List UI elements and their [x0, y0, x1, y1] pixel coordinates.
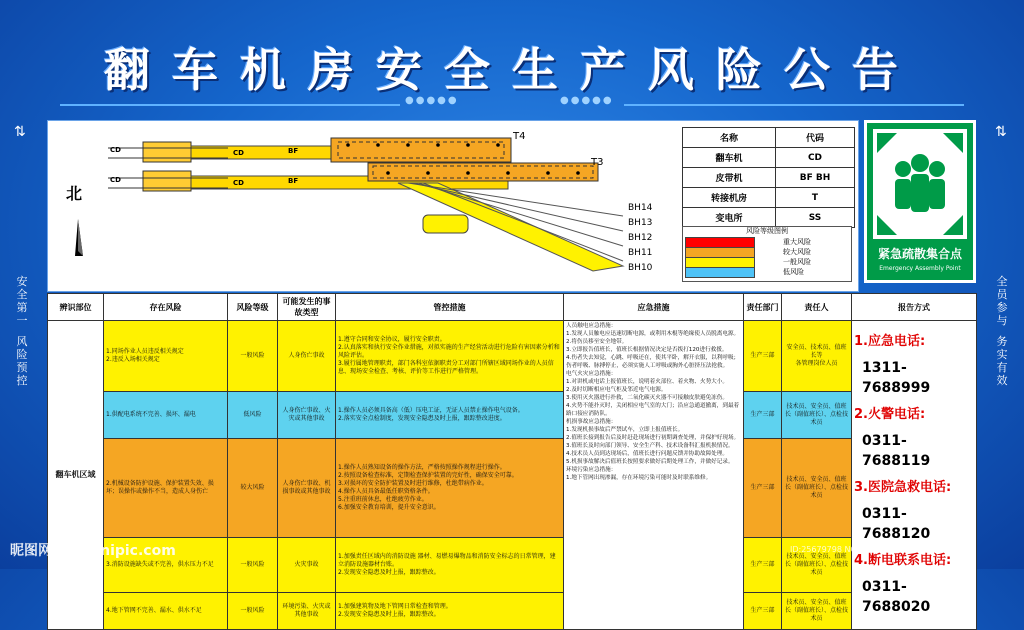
- risk-cell: 2.机械设备防护设施、保护装置失效、损坏；误操作或操作不当，造成人身伤亡: [104, 439, 228, 538]
- substation-block: [423, 215, 468, 233]
- watermark-logo: 昵图网 www.nipic.com: [10, 543, 176, 559]
- label-bf-1: BF: [288, 147, 299, 155]
- assembly-icon-panel: [873, 129, 967, 239]
- bh-label-10: BH10: [628, 263, 653, 273]
- code-value: SS: [776, 208, 855, 228]
- code-value: T: [776, 188, 855, 208]
- assembly-point-sign: [864, 120, 976, 283]
- control-cell: 1.加强建筑物及地下管网日常检查和管理。 2.发现安全隐患及时上报，跟踪整改。: [336, 592, 564, 629]
- legend-swatch-low: [685, 267, 755, 278]
- control-cell: 1.加强责任区域内的消防设施 器材、易燃易爆物品和消防安全标志的日常管理，建立消防设施器材台账。 2.发现安全隐患及时上报，跟踪整改。: [336, 537, 564, 592]
- side-slogan-left-bottom: 风险预控: [16, 335, 28, 387]
- risk-cell: 4.地下管网不完善、漏水、供水不足: [104, 592, 228, 629]
- legend-label: 重大风险: [783, 238, 811, 246]
- code-table: [682, 127, 855, 228]
- bh-label-13: BH13: [628, 218, 653, 228]
- side-slogan-right-bottom: 务实有效: [996, 335, 1008, 387]
- person-cell: 技术员、安全员、值班长（副值班长）、点检技术员: [782, 392, 852, 439]
- label-t3: T3: [591, 157, 604, 168]
- table-row: [48, 321, 977, 392]
- label-bf-2: BF: [288, 177, 299, 185]
- dept-cell: 生产三部: [744, 537, 782, 592]
- decor-dots-left: ●●●●●: [405, 95, 459, 106]
- zone-cell: 翻车机区域: [48, 321, 104, 630]
- page-title: 翻车机房安全生产风险公告: [104, 43, 920, 97]
- dept-cell: 生产三部: [744, 321, 782, 392]
- code-name: 变电所: [683, 208, 776, 228]
- transfer-house-t4: [331, 138, 511, 162]
- risk-table: [47, 293, 977, 630]
- table-row: [48, 439, 977, 538]
- label-cd-3: CD: [110, 176, 121, 184]
- report-label: 3.医院急救电话:: [854, 480, 952, 495]
- level-cell: 低风险: [228, 392, 278, 439]
- cd-unit-top: [143, 142, 191, 162]
- report-phone: 0311-7688119: [862, 433, 931, 469]
- code-name: 转接机房: [683, 188, 776, 208]
- control-cell: 1.遵守合同和安全协议，履行安全职责。 2.认真落实和执行安全作业措施，对拟实施的生产经营活动进行危险有害因素分析和风险评估。 3.履行属地管理职责，部门各科室依据职责分工对部门所辖区域同场作业的人员信息、现场安全检查、考核、评价等工作进行严格管理。: [336, 321, 564, 392]
- table-row: [48, 392, 977, 439]
- assembly-title: 紧急疏散集合点: [877, 247, 962, 261]
- person-cell: 技术员、安全员、值班长（副值班长）、点检技术员: [782, 592, 852, 629]
- code-name: 翻车机: [683, 148, 776, 168]
- report-cell: [852, 321, 977, 630]
- report-label: 4.断电联系电话:: [854, 553, 952, 568]
- code-value: BF BH: [776, 168, 855, 188]
- risk-cell: 3.消防设施缺失或不完善，供水压力不足: [104, 537, 228, 592]
- legend-label: 低风险: [783, 268, 804, 276]
- title-underline-right: [624, 104, 964, 106]
- label-cd-1: CD: [110, 146, 121, 154]
- title-underline-left: [60, 104, 400, 106]
- header-cell: 报告方式: [852, 294, 977, 321]
- code-value: CD: [776, 148, 855, 168]
- legend-title: 风险等级图例: [746, 227, 788, 235]
- bh-label-12: BH12: [628, 233, 653, 243]
- control-cell: 1.操作人员必须具备高（低）压电工证，无证人员禁止操作电气设备。 2.落实安全点检制度，发现安全隐患及时上报，跟踪整改进度。: [336, 392, 564, 439]
- assembly-subtitle: Emergency Assembly Point: [879, 265, 961, 272]
- side-slogan-left-top: 安全第一: [16, 275, 28, 327]
- arrow-left-icon: ⇅: [14, 124, 26, 140]
- header-cell: 责任部门: [744, 294, 782, 321]
- bh-label-14: BH14: [628, 203, 653, 213]
- legend-label: 一般风险: [783, 258, 811, 266]
- dept-cell: 生产三部: [744, 439, 782, 538]
- watermark-id: ID:25679798 NO:20200102162502276086: [790, 545, 962, 554]
- arrow-right-icon: ⇅: [995, 124, 1007, 140]
- risk-legend: [682, 226, 852, 282]
- header-cell: 风险等级: [228, 294, 278, 321]
- code-name: 皮带机: [683, 168, 776, 188]
- header-cell: 存在风险: [104, 294, 228, 321]
- bh-label-11: BH11: [628, 248, 653, 258]
- dept-cell: 生产三部: [744, 392, 782, 439]
- person-cell: 技术员、安全员、值班长（副值班长）、点检技术员: [782, 439, 852, 538]
- person-cell: 安全员、技术员、值班长等 各管理岗位人员: [782, 321, 852, 392]
- table-header-row: [48, 294, 977, 321]
- accident-cell: 环境污染、火灾或其他事故: [278, 592, 336, 629]
- level-cell: 一般风险: [228, 592, 278, 629]
- risk-cell: 1.同场作业人员违反相关规定 2.违反入场相关规定: [104, 321, 228, 392]
- accident-cell: 人身伤亡事故、火灾或其他事故: [278, 392, 336, 439]
- accident-cell: 人身伤亡事故: [278, 321, 336, 392]
- level-cell: 较大风险: [228, 439, 278, 538]
- accident-cell: 火灾事故: [278, 537, 336, 592]
- north-label: 北: [66, 184, 83, 203]
- assembly-people-icon: [873, 129, 967, 239]
- table-row: [48, 592, 977, 629]
- report-label: 1.应急电话:: [854, 334, 926, 349]
- level-cell: 一般风险: [228, 321, 278, 392]
- accident-cell: 人身伤亡事故、机损事故或其他事故: [278, 439, 336, 538]
- header-cell: 管控措施: [336, 294, 564, 321]
- code-table-header-name: 名称: [683, 128, 776, 148]
- dept-cell: 生产三部: [744, 592, 782, 629]
- report-phone: 0311-7688020: [862, 579, 931, 615]
- header-cell: 辨识部位: [48, 294, 104, 321]
- person-cell: 技术员、安全员、值班长（副值班长）、点检技术员: [782, 537, 852, 592]
- control-cell: 1.操作人员熟知设备的操作方法，严格按照操作规程进行操作。 2.按照设备检查标准，定期检查保护装置的完好性，确保安全可靠。 3.对损坏的安全防护装置及时进行维修，杜绝带病作业。 4.操作人员具备最低任职资格条件。 5.注重班前休息，杜绝疲劳作业。 6.加强安全教育培训，提升安全意识。: [336, 439, 564, 538]
- report-phone: 0311-7688120: [862, 506, 931, 542]
- emergency-cell: 人员触电应急措施： 1.发现人员触电应迅速切断电源，或利用木棍等绝缘使人员脱离电源。 2.将伤员移至安全地带。 3.立即报告值班长，值班长根据情况决定是否拨打120进行救援。 4.伤者失去知觉，心跳、呼吸还在，使其平卧，解开衣服，以利呼吸；伤者呼吸、脉搏停止，必须实施人工呼吸或胸外心脏挤压法抢救。 电气火灾应急措施： 1.对讲机或电话上报值班长，说明着火部位、着火物、火势大小。 2.及时切断相应电气柜及邻近电气电源。 3.使用灭火器进行扑救，二氧化碳灭火器不可接触皮肤避免冻伤。 4.火势不能扑灭时，关闭相应电气室的大门；沿应急通道撤离，到最着路口接应消防队。 机损事故应急措施： 1.发现机损事故后严禁试车，立即上报值班长。 2.值班长接到报告后及时赶赴现场进行初期调查处理，并保护好现场。 3.值班长及时向部门领导、安全生产科、技术设备科汇报机损情况。 4.技术员人员到达现场后，值班长进行问题反馈并协助故障处理。 5.机损事故解决后值班长按照要求做好后期处理工作，并做好记录。 环境污染应急措施： 1.地下管网出现渗漏，存在环境污染可能时及时联系维修。: [564, 321, 744, 630]
- header-cell: 责任人: [782, 294, 852, 321]
- report-phone: 1311-7688999: [862, 360, 931, 396]
- code-table-header-code: 代码: [776, 128, 855, 148]
- label-cd-4: CD: [233, 179, 244, 187]
- level-cell: 一般风险: [228, 537, 278, 592]
- risk-cell: 1.供配电系统不完善、损坏、漏电: [104, 392, 228, 439]
- label-cd-2: CD: [233, 149, 244, 157]
- decor-dots-right: ●●●●●: [560, 95, 614, 106]
- side-slogan-right-top: 全员参与: [996, 275, 1008, 327]
- report-label: 2.火警电话:: [854, 407, 926, 422]
- header-cell: 应急措施: [564, 294, 744, 321]
- header-cell: 可能发生的事故类型: [278, 294, 336, 321]
- label-t4: T4: [513, 131, 526, 142]
- legend-label: 较大风险: [783, 248, 811, 256]
